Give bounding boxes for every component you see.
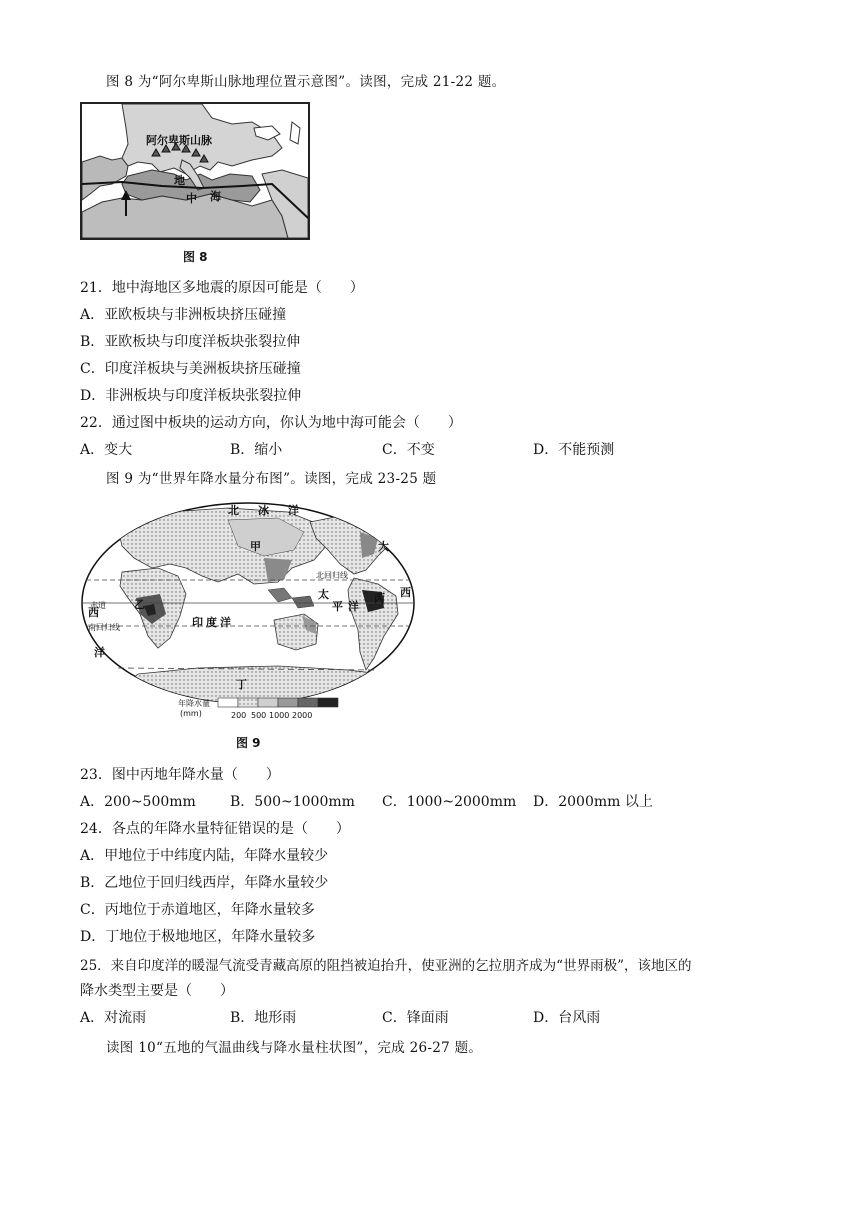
intro-fig10: 读图 10“五地的气温曲线与降水量柱状图”，完成 26-27 题。 [106, 1040, 483, 1056]
label-bing: 冰 [258, 504, 269, 517]
q23-option-c[interactable]: C．1000~2000mm [382, 794, 517, 810]
q21-stem: 21．地中海地区多地震的原因可能是（ ） [80, 280, 364, 296]
label-yang-i: 洋 [220, 616, 231, 629]
q24-option-c[interactable]: C．丙地位于赤道地区，年降水量较多 [80, 902, 315, 918]
label-yang-n: 洋 [288, 504, 299, 517]
intro-fig9: 图 9 为“世界年降水量分布图”。读图，完成 23-25 题 [106, 471, 437, 487]
label-hai: 海 [210, 190, 221, 203]
q22-stem: 22．通过图中板块的运动方向，你认为地中海可能会（ ） [80, 415, 462, 431]
q22-option-c[interactable]: C．不变 [382, 442, 435, 458]
q22-option-d[interactable]: D．不能预测 [533, 442, 615, 458]
q22-option-a[interactable]: A．变大 [80, 442, 133, 458]
label-alps: 阿尔卑斯山脉 [146, 134, 212, 147]
q21-option-c[interactable]: C．印度洋板块与美洲板块挤压碰撞 [80, 361, 301, 377]
figure-8-caption: 图 8 [183, 250, 208, 264]
label-jia: 甲 [250, 540, 261, 553]
world-precip-map-graphic [78, 498, 418, 724]
figure-9-map [78, 498, 418, 724]
q23-option-d[interactable]: D．2000mm 以上 [533, 794, 653, 810]
label-tai: 太 [318, 588, 329, 601]
q22-option-b[interactable]: B．缩小 [230, 442, 283, 458]
label-tropic-n: 北回归线 [316, 571, 348, 580]
label-di: 地 [174, 174, 185, 187]
label-tropic-s: 南回归线 [88, 623, 120, 632]
legend-tick-500: 500 [251, 711, 267, 720]
q25-option-b[interactable]: B．地形雨 [230, 1010, 297, 1026]
label-da: 大 [378, 540, 389, 553]
label-yi: 乙 [134, 598, 145, 611]
label-du: 度 [206, 616, 217, 629]
intro-fig8: 图 8 为“阿尔卑斯山脉地理位置示意图”。读图，完成 21-22 题。 [106, 74, 506, 90]
q23-stem: 23．图中丙地年降水量（ ） [80, 767, 280, 783]
precip-legend [178, 698, 338, 720]
q23-option-a[interactable]: A．200~500mm [80, 794, 196, 810]
q24-option-b[interactable]: B．乙地位于回归线西岸，年降水量较少 [80, 875, 329, 891]
q21-option-a[interactable]: A．亚欧板块与非洲板块挤压碰撞 [80, 307, 287, 323]
label-zhong: 中 [186, 192, 197, 205]
label-bei: 北 [228, 504, 239, 517]
legend-tick-2000: 2000 [292, 711, 313, 720]
figure-8-map [80, 102, 310, 240]
q25-option-a[interactable]: A．对流雨 [80, 1010, 147, 1026]
q25-option-d[interactable]: D．台风雨 [533, 1010, 601, 1026]
legend-tick-200: 200 [231, 711, 247, 720]
alps-map-graphic [82, 104, 308, 238]
q25-stem-line1: 25．来自印度洋的暖湿气流受青藏高原的阻挡被迫抬升，使亚洲的乞拉朋齐成为“世界雨极”，该地区的 [80, 958, 692, 974]
q21-option-b[interactable]: B．亚欧板块与印度洋板块张裂拉伸 [80, 334, 301, 350]
q25-stem-line2: 降水类型主要是（ ） [80, 983, 234, 999]
label-ping: 平 [332, 600, 343, 613]
q23-option-b[interactable]: B．500~1000mm [230, 794, 355, 810]
label-yang-left: 洋 [94, 646, 105, 659]
q21-option-d[interactable]: D．非洲板块与印度洋板块张裂拉伸 [80, 388, 302, 404]
label-ding: 丁 [236, 678, 247, 691]
q24-stem: 24．各点的年降水量特征错误的是（ ） [80, 821, 350, 837]
q25-option-c[interactable]: C．锋面雨 [382, 1010, 449, 1026]
legend-tick-1000: 1000 [269, 711, 290, 720]
figure-9-caption: 图 9 [236, 736, 261, 750]
label-chidao: 赤道 [90, 601, 106, 610]
q24-option-a[interactable]: A．甲地位于中纬度内陆，年降水量较少 [80, 848, 329, 864]
label-xi-right: 西 [400, 586, 411, 599]
q24-option-d[interactable]: D．丁地位于极地地区，年降水量较多 [80, 929, 316, 945]
label-bing-pt: 丙 [374, 592, 385, 605]
label-yin: 印 [192, 616, 203, 629]
label-xi-left: 西 [88, 606, 99, 619]
legend-title: 年降水量 [178, 699, 210, 708]
label-yang-p: 洋 [348, 600, 359, 613]
legend-unit: (mm) [180, 709, 202, 718]
